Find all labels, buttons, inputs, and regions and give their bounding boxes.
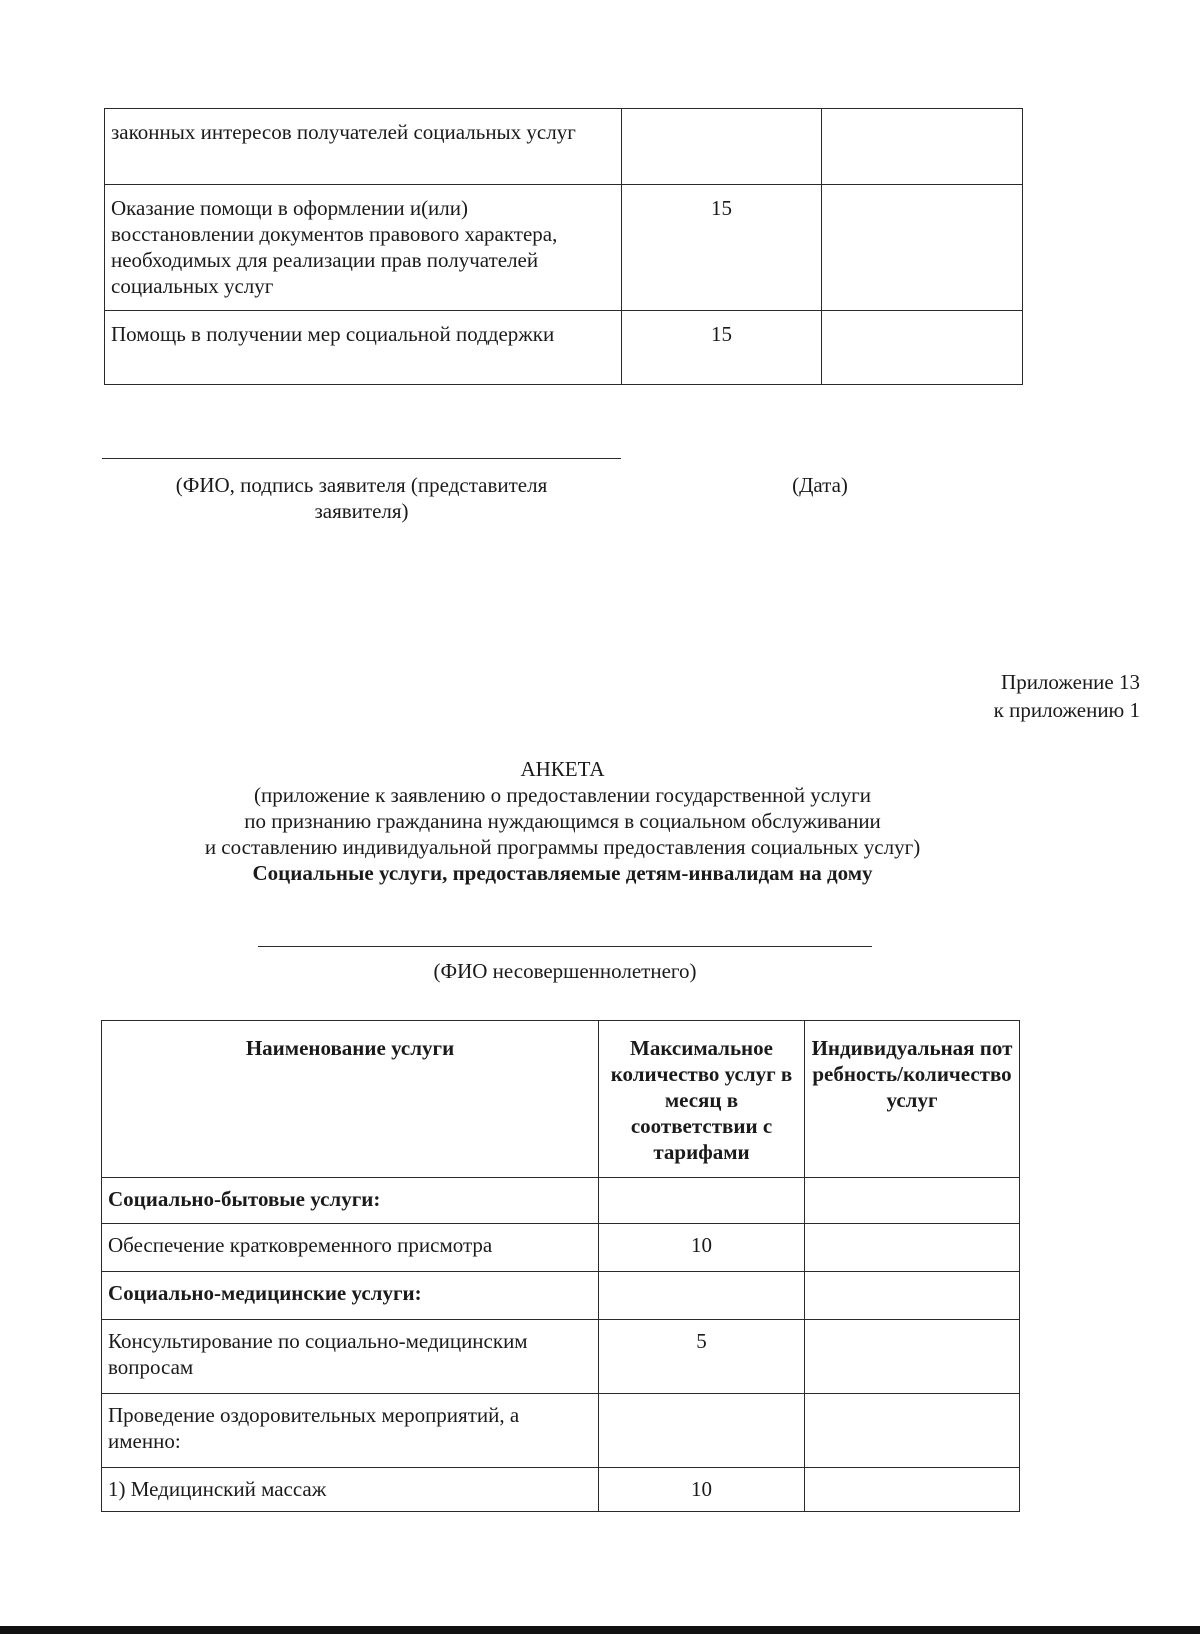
need-cell — [805, 1394, 1020, 1468]
table-row — [105, 109, 1023, 185]
minor-fio-line — [258, 946, 872, 947]
fio-signature-caption — [102, 472, 621, 524]
table-row — [105, 185, 1023, 311]
table-row — [102, 1272, 1020, 1320]
max-count-cell — [599, 1272, 805, 1320]
max-count-cell: 5 — [599, 1320, 805, 1394]
form-title-block — [100, 756, 1025, 886]
table-row — [102, 1468, 1020, 1512]
table-row — [102, 1224, 1020, 1272]
table-header-row — [102, 1021, 1020, 1178]
service-name-cell: Помощь в получении мер социальной поддержки — [105, 311, 622, 385]
need-cell — [805, 1178, 1020, 1224]
section-name-cell: Социально-медицинские услуги: — [102, 1272, 599, 1320]
section-name-cell: Социально-бытовые услуги: — [102, 1178, 599, 1224]
max-count-cell — [599, 1178, 805, 1224]
max-count-cell — [622, 109, 822, 185]
need-cell — [822, 185, 1023, 311]
max-count-cell: 10 — [599, 1224, 805, 1272]
need-cell — [822, 109, 1023, 185]
appendix-reference — [994, 668, 1140, 724]
table-row — [105, 311, 1023, 385]
appendix-line1: Приложение 13 — [1001, 670, 1140, 694]
table-row — [102, 1394, 1020, 1468]
service-name-cell: Консультирование по социально-медицинским вопросам — [102, 1320, 599, 1394]
fio-caption-line2: заявителя) — [314, 499, 409, 523]
header-max-count: Максимальное количество услуг в месяц в соответствии с тарифами — [599, 1021, 805, 1178]
service-name-cell: законных интересов получателей социальных услуг — [105, 109, 622, 185]
table-row — [102, 1320, 1020, 1394]
date-caption: (Дата) — [792, 473, 848, 497]
scan-edge-bar — [0, 1626, 1200, 1634]
form-subtitle-line1: (приложение к заявлению о предоставлении государственной услуги — [254, 783, 871, 807]
service-name-cell: 1) Медицинский массаж — [102, 1468, 599, 1512]
service-name-cell: Оказание помощи в оформлении и(или) восстановлении документов правового характера, необходимых для реализации прав получателей социальных услуг — [105, 185, 622, 311]
max-count-cell: 15 — [622, 185, 822, 311]
services-table-continued — [104, 108, 1023, 385]
form-subtitle-line3: и составлению индивидуальной программы предоставления социальных услуг) — [204, 835, 921, 859]
fio-caption-line1: (ФИО, подпись заявителя (представителя — [175, 473, 548, 497]
max-count-cell — [599, 1394, 805, 1468]
signature-line — [102, 458, 621, 459]
appendix-line2: к приложению 1 — [993, 698, 1140, 722]
need-cell — [805, 1320, 1020, 1394]
need-cell — [805, 1468, 1020, 1512]
need-cell — [822, 311, 1023, 385]
form-title: АНКЕТА — [520, 757, 605, 781]
table-row — [102, 1178, 1020, 1224]
services-table — [101, 1020, 1020, 1512]
form-subtitle-line2: по признанию гражданина нуждающимся в социальном обслуживании — [244, 809, 881, 833]
service-name-cell: Обеспечение кратковременного присмотра — [102, 1224, 599, 1272]
service-name-cell: Проведение оздоровительных мероприятий, а именно: — [102, 1394, 599, 1468]
header-individual-need: Индивидуальная потребность/количество услуг — [805, 1021, 1020, 1178]
max-count-cell: 10 — [599, 1468, 805, 1512]
max-count-cell: 15 — [622, 311, 822, 385]
header-service-name: Наименование услуги — [102, 1021, 599, 1178]
need-cell — [805, 1224, 1020, 1272]
need-cell — [805, 1272, 1020, 1320]
form-heading: Социальные услуги, предоставляемые детям-инвалидам на дому — [252, 861, 873, 885]
minor-fio-caption: (ФИО несовершеннолетнего) — [433, 959, 697, 983]
